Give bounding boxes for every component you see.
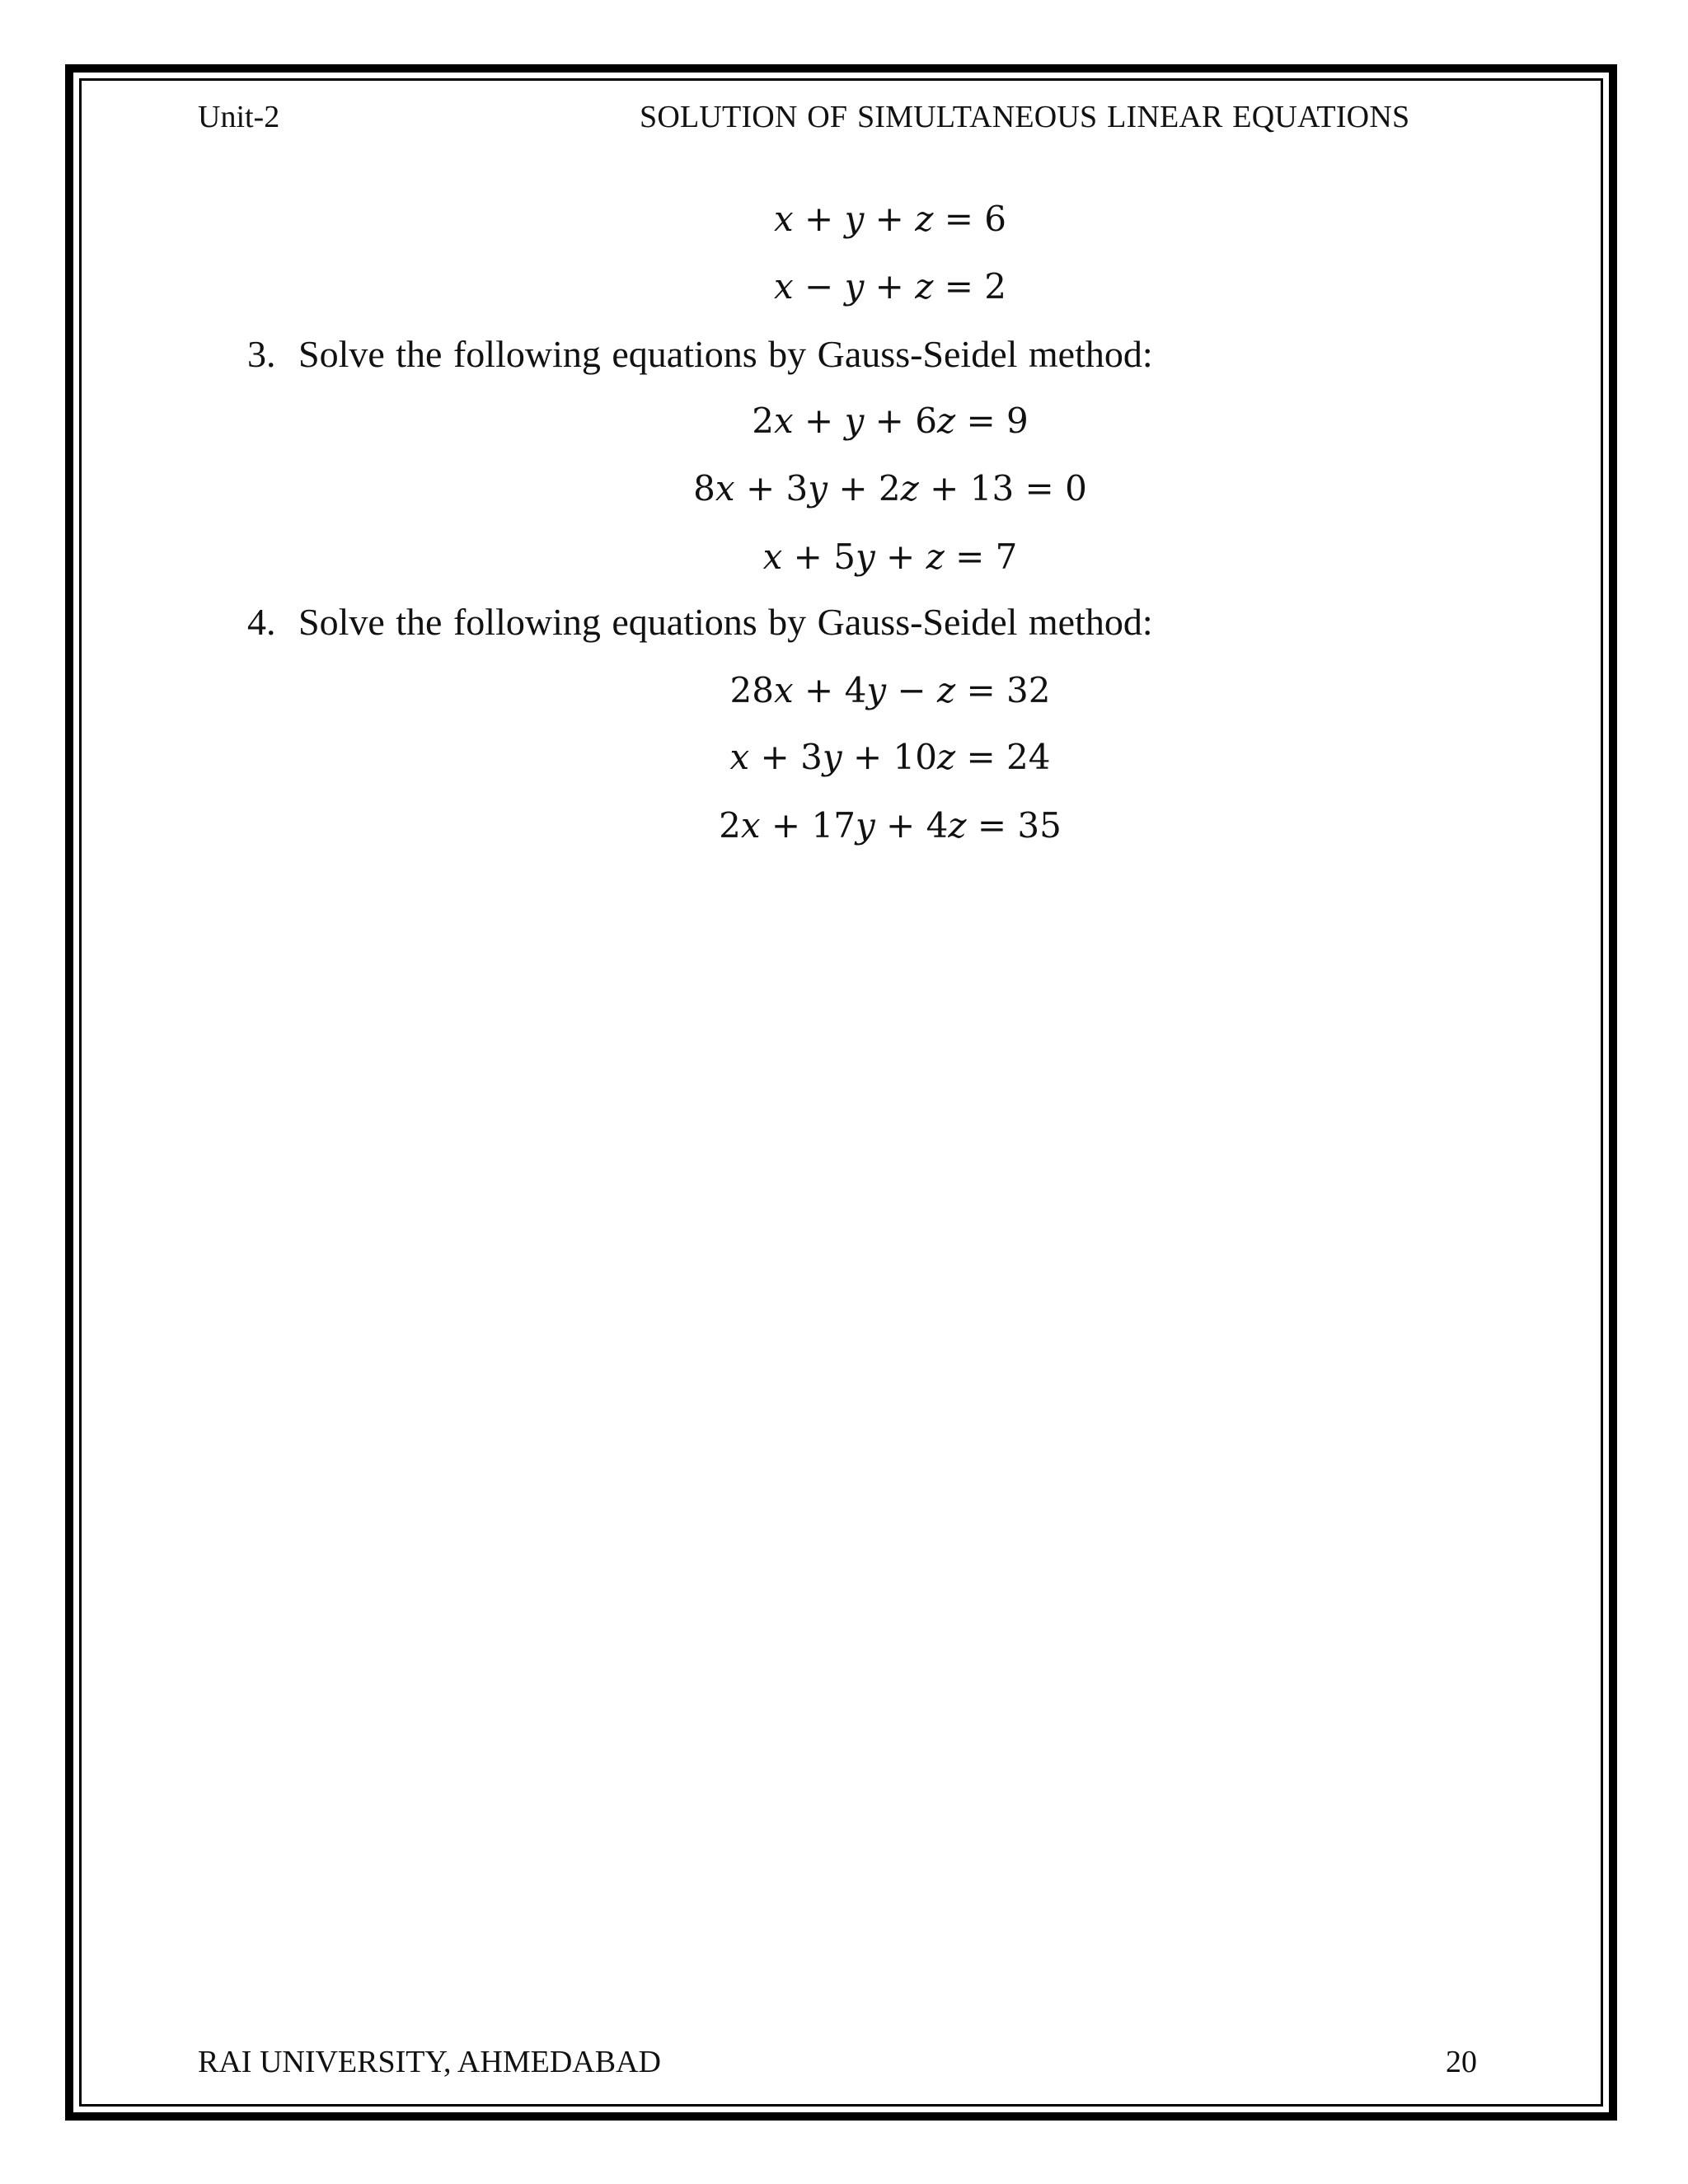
- question-text: Solve the following equations by Gauss-Seidel method:: [298, 601, 1153, 643]
- equation-line: 2x + 17y + 4z = 35: [719, 805, 1062, 846]
- page-number: 20: [1446, 2045, 1477, 2079]
- equation-line: x − y + z = 2: [773, 266, 1007, 307]
- footer-institution: RAI UNIVERSITY, AHMEDABAD: [198, 2045, 661, 2079]
- header-title: SOLUTION OF SIMULTANEOUS LINEAR EQUATIONS: [640, 100, 1410, 134]
- question-number: 4.: [247, 601, 276, 643]
- equation-line: x + 5y + z = 7: [762, 537, 1018, 577]
- question-number: 3.: [247, 333, 276, 375]
- equation-line: 28x + 4y − z = 32: [729, 670, 1051, 710]
- equation-line: x + 3y + 10z = 24: [729, 737, 1051, 777]
- equation-line: 8x + 3y + 2z + 13 = 0: [693, 468, 1087, 509]
- header-unit: Unit-2: [198, 100, 280, 134]
- page-border-inner: [79, 78, 1603, 2107]
- equation-line: x + y + z = 6: [773, 199, 1007, 239]
- equation-line: 2x + y + 6z = 9: [752, 401, 1029, 441]
- question-text: Solve the following equations by Gauss-Seidel method:: [298, 333, 1153, 375]
